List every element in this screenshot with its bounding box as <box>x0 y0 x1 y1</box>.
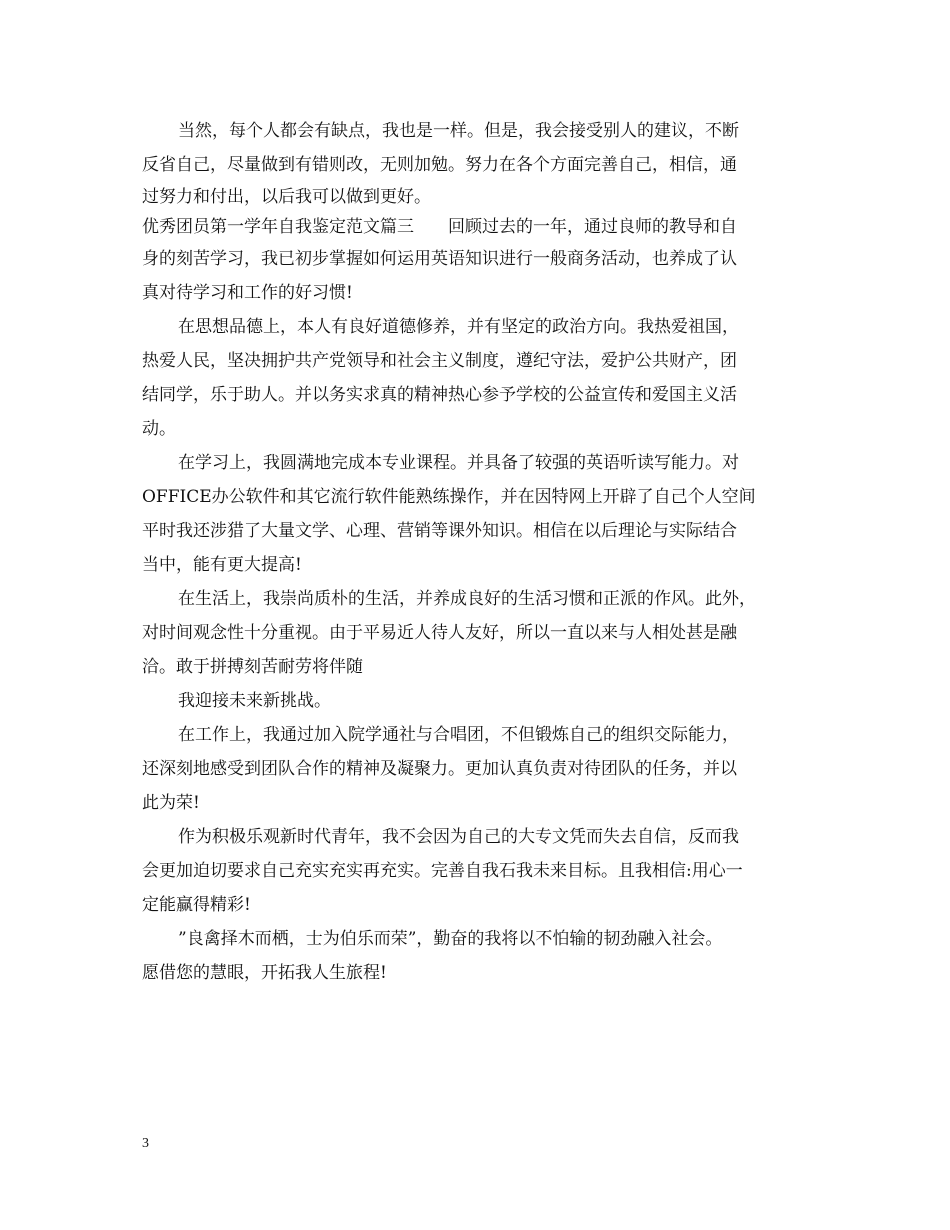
text-line: 会更加迫切要求自己充实充实再充实。完善自我石我未来目标。且我相信:用心一 <box>142 861 743 881</box>
text-line: 过努力和付出，以后我可以做到更好。 <box>142 187 431 207</box>
text-line: 还深刻地感受到团队合作的精神及凝聚力。更加认真负责对待团队的任务，并以 <box>142 759 737 779</box>
text-line: 定能赢得精彩! <box>142 895 251 915</box>
page-number: 3 <box>142 1136 149 1151</box>
text-line: 在工作上，我通过加入院学通社与合唱团，不但锻炼自己的组织交际能力， <box>178 725 739 745</box>
text-line: 动。 <box>142 419 176 439</box>
text-line: 平时我还涉猎了大量文学、心理、营销等课外知识。相信在以后理论与实际结合 <box>142 521 737 541</box>
text-line: 愿借您的慧眼，开拓我人生旅程! <box>142 963 387 983</box>
text-line: 身的刻苦学习，我已初步掌握如何运用英语知识进行一般商务活动，也养成了认 <box>142 249 737 269</box>
text-line: 反省自己，尽量做到有错则改，无则加勉。努力在各个方面完善自己，相信，通 <box>142 155 737 175</box>
document-body <box>142 114 826 990</box>
text-line: 作为积极乐观新时代青年，我不会因为自己的大专文凭而失去自信，反而我 <box>178 827 739 847</box>
text-line: 热爱人民，坚决拥护共产党领导和社会主义制度，遵纪守法，爱护公共财产，团 <box>142 351 737 371</box>
section-heading-line: 优秀团员第一学年自我鉴定范文篇三 回顾过去的一年，通过良师的教导和自 <box>142 217 737 237</box>
text-line: 当中，能有更大提高! <box>142 555 302 575</box>
text-line: 在生活上，我崇尚质朴的生活，并养成良好的生活习惯和正派的作风。此外， <box>178 589 756 609</box>
text-line: 在思想品德上，本人有良好道德修养，并有坚定的政治方向。我热爱祖国， <box>178 317 739 337</box>
text-line: 在学习上，我圆满地完成本专业课程。并具备了较强的英语听读写能力。对 <box>178 453 739 473</box>
text-line: 洽。敢于拼搏刻苦耐劳将伴随 <box>142 657 363 677</box>
text-line: 当然，每个人都会有缺点，我也是一样。但是，我会接受别人的建议，不断 <box>178 121 739 141</box>
text-line: 结同学，乐于助人。并以务实求真的精神热心参予学校的公益宣传和爱国主义活 <box>142 385 737 405</box>
text-line: OFFICE办公软件和其它流行软件能熟练操作，并在因特网上开辟了自己个人空间 <box>142 487 756 507</box>
text-line: ”良禽择木而栖，士为伯乐而荣”，勤奋的我将以不怕输的韧劲融入社会。 <box>178 929 723 949</box>
text-line: 真对待学习和工作的好习惯! <box>142 283 353 303</box>
text-line: 我迎接未来新挑战。 <box>178 691 331 711</box>
text-line: 此为荣! <box>142 793 200 813</box>
text-line: 对时间观念性十分重视。由于平易近人待人友好，所以一直以来与人相处甚是融 <box>142 623 737 643</box>
